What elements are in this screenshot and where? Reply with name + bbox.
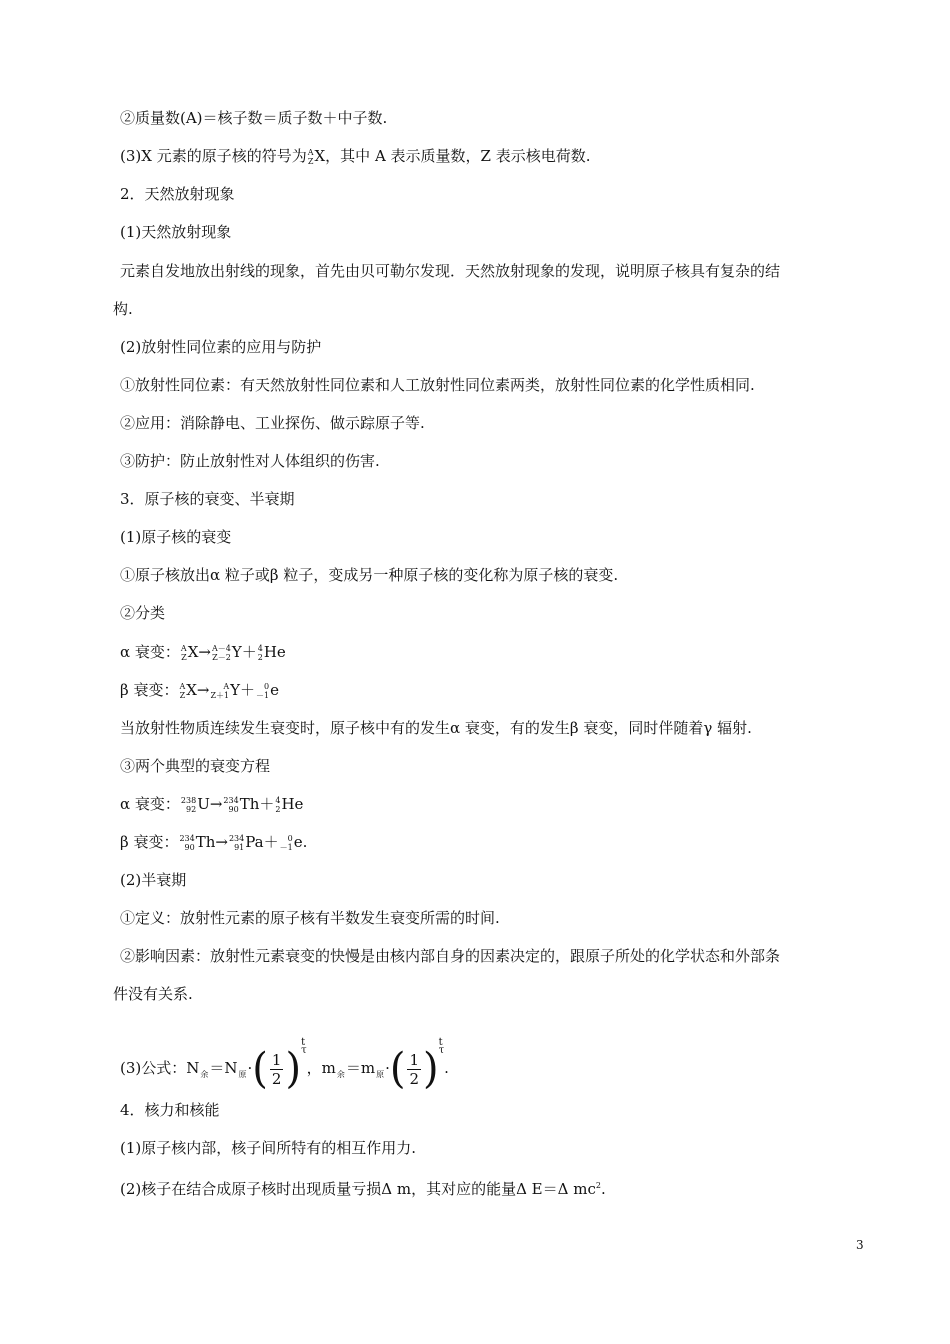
beta-decay-general: β 衰变： A Z X→ A Z＋1 Y＋ 0 －1 e: [120, 681, 280, 700]
text-line: ②应用：消除静电、工业探伤、做示踪原子等.: [120, 414, 425, 432]
alpha-decay-example: α 衰变： 238 92 U→ 234 90 Th＋ 4 2 He: [120, 795, 304, 814]
section-heading: 2．天然放射现象: [120, 185, 235, 203]
text-line: ②质量数(A)＝核子数＝质子数＋中子数.: [120, 109, 388, 127]
alpha-decay-general: α 衰变： A Z X→ A－4 Z－2 Y＋ 4 2 He: [120, 643, 286, 662]
text-line-nucleus-symbol: (3)X 元素的原子核的符号为 A Z X，其中 A 表示质量数，Z 表示核电荷数.: [120, 147, 591, 166]
text-line: (1)原子核内部，核子间所特有的相互作用力.: [120, 1139, 417, 1157]
fraction-power: ( $\frac{1}{2}$ ) t τ: [389, 1037, 445, 1094]
text-line: ②影响因素：放射性元素衰变的快慢是由核内部自身的因素决定的，跟原子所处的化学状态和外部条: [120, 947, 781, 965]
beta-decay-example: β 衰变： 234 90 Th→ 234 91 Pa＋ 0 －1 e.: [120, 833, 308, 852]
text-line: 当放射性物质连续发生衰变时，原子核中有的发生α 衰变，有的发生β 衰变，同时伴随着γ 辐射.: [120, 719, 752, 737]
page-number: 3: [856, 1238, 864, 1252]
text-line: ①原子核放出α 粒子或β 粒子，变成另一种原子核的变化称为原子核的衰变.: [120, 566, 619, 584]
text-line-mass-energy: (2)核子在结合成原子核时出现质量亏损Δ m，其对应的能量Δ E＝Δ $mc^2$.: [120, 1180, 606, 1198]
section-heading: 3．原子核的衰变、半衰期: [120, 490, 295, 508]
text-line: ③防护：防止放射性对人体组织的伤害.: [120, 452, 380, 470]
text-line: ①定义：放射性元素的原子核有半数发生衰变所需的时间.: [120, 909, 500, 927]
text-line: 件没有关系.: [113, 985, 193, 1003]
text-line: ③两个典型的衰变方程: [120, 757, 271, 775]
section-heading: 4．核力和核能: [120, 1101, 220, 1119]
nuclide-indices: A Z: [307, 148, 314, 166]
half-life-formula: (3)公式：$N_余=N_原\cdot$ ( $\frac{1}{2}$ ) t τ ，$m_余=m_原\cdot$ ( $\frac{1}{2}$ ) t τ .: [120, 1037, 449, 1094]
text-line: 构.: [113, 300, 133, 318]
text-line: ②分类: [120, 604, 166, 622]
fraction-power: ( $\frac{1}{2}$ ) t τ: [252, 1037, 307, 1094]
subsection-heading: (1)天然放射现象: [120, 223, 232, 241]
subsection-heading: (1)原子核的衰变: [120, 528, 232, 546]
subsection-heading: (2)半衰期: [120, 871, 187, 889]
text-line: ①放射性同位素：有天然放射性同位素和人工放射性同位素两类，放射性同位素的化学性质相同.: [120, 376, 755, 394]
subsection-heading: (2)放射性同位素的应用与防护: [120, 338, 322, 356]
text-line: 元素自发地放出射线的现象，首先由贝可勒尔发现．天然放射现象的发现，说明原子核具有复杂的结: [120, 262, 781, 280]
